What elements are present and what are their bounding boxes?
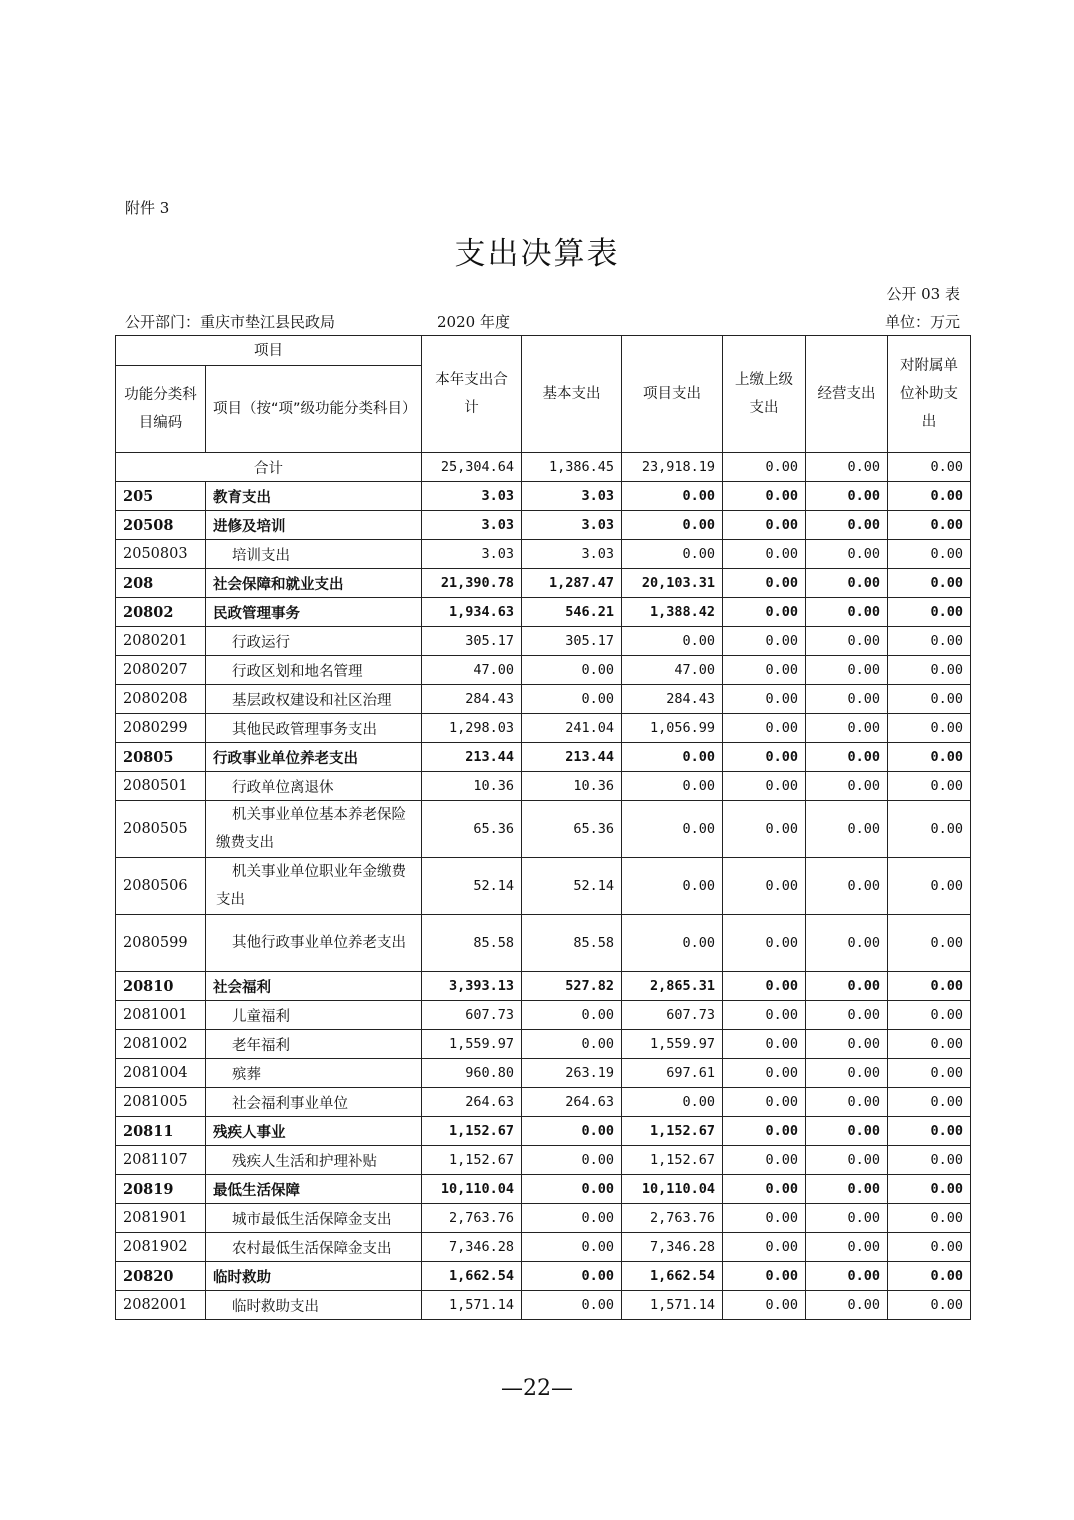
row-name: 临时救助支出 [206,1291,422,1320]
row-value: 0.00 [806,743,888,772]
header-upper: 上缴上级支出 [723,336,806,453]
row-code: 2080506 [116,858,206,915]
row-value: 0.00 [806,685,888,714]
row-code: 2080299 [116,714,206,743]
row-value: 0.00 [723,540,806,569]
row-value: 527.82 [522,972,622,1001]
row-value: 1,662.54 [622,1262,723,1291]
row-value: 0.00 [723,1175,806,1204]
row-code: 2080201 [116,627,206,656]
table-row [116,598,971,627]
row-value: 0.00 [522,1146,622,1175]
row-value: 0.00 [723,627,806,656]
table-row [116,1291,971,1320]
row-value: 3.03 [522,540,622,569]
row-value: 0.00 [723,714,806,743]
row-value: 0.00 [806,1030,888,1059]
fiscal-year: 2020 年度 [437,313,510,331]
row-value: 0.00 [806,656,888,685]
row-name: 最低生活保障 [206,1175,422,1204]
row-value: 0.00 [888,915,971,972]
row-name: 行政区划和地名管理 [206,656,422,685]
row-value: 2,763.76 [422,1204,522,1233]
row-value: 52.14 [422,858,522,915]
table-row [116,656,971,685]
row-value: 0.00 [806,569,888,598]
row-value: 0.00 [888,858,971,915]
row-code: 20805 [116,743,206,772]
row-value: 0.00 [522,1117,622,1146]
table-row [116,511,971,540]
row-name: 残疾人生活和护理补贴 [206,1146,422,1175]
row-value: 0.00 [723,1262,806,1291]
form-number: 公开 03 表 [886,285,960,303]
total-value: 25,304.64 [422,453,522,482]
row-value: 0.00 [622,772,723,801]
row-name: 社会保障和就业支出 [206,569,422,598]
row-value: 213.44 [522,743,622,772]
row-value: 1,559.97 [422,1030,522,1059]
row-value: 0.00 [806,1117,888,1146]
row-value: 10.36 [522,772,622,801]
row-value: 52.14 [522,858,622,915]
row-value: 3,393.13 [422,972,522,1001]
total-value: 23,918.19 [622,453,723,482]
row-value: 0.00 [723,801,806,858]
row-code: 2081002 [116,1030,206,1059]
total-value: 1,386.45 [522,453,622,482]
row-value: 0.00 [806,1175,888,1204]
row-value: 85.58 [522,915,622,972]
row-value: 0.00 [522,1233,622,1262]
row-value: 10.36 [422,772,522,801]
table-row [116,627,971,656]
row-value: 1,662.54 [422,1262,522,1291]
table-row [116,1175,971,1204]
page-number: —22— [501,1376,573,1401]
row-value: 0.00 [888,772,971,801]
row-value: 305.17 [522,627,622,656]
row-name: 基层政权建设和社区治理 [206,685,422,714]
row-value: 0.00 [888,801,971,858]
row-code: 2081901 [116,1204,206,1233]
row-value: 607.73 [622,1001,723,1030]
row-value: 0.00 [888,1030,971,1059]
table-row [116,714,971,743]
row-value: 0.00 [888,1146,971,1175]
row-value: 0.00 [888,569,971,598]
row-value: 607.73 [422,1001,522,1030]
row-value: 0.00 [888,511,971,540]
row-value: 0.00 [522,1204,622,1233]
header-subsidy: 对附属单位补助支出 [888,336,971,453]
row-value: 0.00 [723,482,806,511]
row-value: 0.00 [723,1233,806,1262]
row-value: 0.00 [888,540,971,569]
header-business: 经营支出 [806,336,888,453]
table-row [116,1117,971,1146]
row-value: 0.00 [806,540,888,569]
row-code: 20819 [116,1175,206,1204]
row-value: 0.00 [622,627,723,656]
row-code: 205 [116,482,206,511]
row-value: 0.00 [888,1059,971,1088]
row-value: 0.00 [888,656,971,685]
row-value: 0.00 [806,482,888,511]
table-row [116,772,971,801]
row-code: 20811 [116,1117,206,1146]
row-value: 65.36 [522,801,622,858]
row-value: 2,763.76 [622,1204,723,1233]
row-value: 0.00 [723,1204,806,1233]
row-value: 0.00 [522,1001,622,1030]
row-value: 284.43 [422,685,522,714]
row-value: 264.63 [422,1088,522,1117]
row-value: 0.00 [806,801,888,858]
row-value: 1,934.63 [422,598,522,627]
table-row [116,1030,971,1059]
row-value: 1,152.67 [422,1146,522,1175]
header-code: 功能分类科目编码 [116,366,206,453]
row-value: 0.00 [723,598,806,627]
row-value: 0.00 [522,1262,622,1291]
row-value: 0.00 [723,1030,806,1059]
row-value: 0.00 [806,627,888,656]
row-value: 1,571.14 [422,1291,522,1320]
attachment-label: 附件 3 [125,199,170,217]
row-value: 546.21 [522,598,622,627]
row-value: 0.00 [723,1291,806,1320]
row-value: 0.00 [888,1262,971,1291]
row-code: 20820 [116,1262,206,1291]
row-value: 0.00 [888,1175,971,1204]
table-row [116,569,971,598]
row-code: 2050803 [116,540,206,569]
department-label: 公开部门：重庆市垫江县民政局 [125,313,336,331]
total-value: 0.00 [888,453,971,482]
row-code: 2080207 [116,656,206,685]
row-value: 0.00 [806,972,888,1001]
row-value: 3.03 [522,482,622,511]
row-value: 0.00 [723,511,806,540]
row-code: 2081004 [116,1059,206,1088]
row-name: 其他民政管理事务支出 [206,714,422,743]
row-code: 2082001 [116,1291,206,1320]
row-name: 临时救助 [206,1262,422,1291]
row-value: 0.00 [806,511,888,540]
row-value: 241.04 [522,714,622,743]
row-value: 10,110.04 [422,1175,522,1204]
row-value: 0.00 [888,714,971,743]
row-value: 1,152.67 [622,1117,723,1146]
row-value: 7,346.28 [622,1233,723,1262]
report-meta [125,311,960,331]
row-name: 机关事业单位基本养老保险缴费支出 [206,801,422,858]
table-row [116,540,971,569]
row-name: 行政事业单位养老支出 [206,743,422,772]
row-name: 教育支出 [206,482,422,511]
row-value: 0.00 [806,1204,888,1233]
row-name: 城市最低生活保障金支出 [206,1204,422,1233]
row-value: 0.00 [622,858,723,915]
row-value: 0.00 [723,972,806,1001]
row-value: 1,298.03 [422,714,522,743]
row-value: 1,152.67 [422,1117,522,1146]
row-value: 0.00 [806,1291,888,1320]
row-name: 民政管理事务 [206,598,422,627]
row-value: 0.00 [522,1030,622,1059]
row-value: 0.00 [888,1233,971,1262]
header-project: 项目 [116,336,422,366]
row-name: 社会福利 [206,972,422,1001]
header-total: 本年支出合计 [422,336,522,453]
row-code: 2081107 [116,1146,206,1175]
row-name: 培训支出 [206,540,422,569]
table-row [116,801,971,858]
row-code: 20508 [116,511,206,540]
row-name: 残疾人事业 [206,1117,422,1146]
row-value: 0.00 [888,1204,971,1233]
row-value: 0.00 [888,685,971,714]
row-value: 0.00 [622,743,723,772]
row-value: 0.00 [806,1262,888,1291]
row-value: 0.00 [723,1088,806,1117]
row-value: 1,571.14 [622,1291,723,1320]
row-value: 213.44 [422,743,522,772]
row-value: 0.00 [723,915,806,972]
total-value: 0.00 [806,453,888,482]
row-name: 行政运行 [206,627,422,656]
row-name: 进修及培训 [206,511,422,540]
row-value: 1,152.67 [622,1146,723,1175]
table-row [116,1001,971,1030]
row-value: 284.43 [622,685,723,714]
table-row [116,1146,971,1175]
row-value: 960.80 [422,1059,522,1088]
row-code: 20810 [116,972,206,1001]
row-code: 2080208 [116,685,206,714]
expenditure-table [115,335,971,1320]
row-value: 65.36 [422,801,522,858]
table-row [116,1233,971,1262]
total-row [116,453,971,482]
row-value: 0.00 [806,772,888,801]
row-value: 0.00 [806,1059,888,1088]
row-value: 0.00 [622,511,723,540]
row-value: 0.00 [522,656,622,685]
row-value: 0.00 [622,1088,723,1117]
table-row [116,972,971,1001]
table-body [116,453,971,1320]
row-value: 85.58 [422,915,522,972]
row-value: 305.17 [422,627,522,656]
row-value: 20,103.31 [622,569,723,598]
row-code: 2081902 [116,1233,206,1262]
row-value: 0.00 [723,656,806,685]
row-value: 1,056.99 [622,714,723,743]
total-label: 合计 [116,453,422,482]
row-code: 2080501 [116,772,206,801]
row-value: 1,388.42 [622,598,723,627]
table-row [116,1262,971,1291]
row-value: 2,865.31 [622,972,723,1001]
row-value: 0.00 [622,915,723,972]
row-value: 0.00 [723,1117,806,1146]
row-value: 0.00 [888,972,971,1001]
row-value: 0.00 [723,685,806,714]
row-value: 10,110.04 [622,1175,723,1204]
row-value: 3.03 [522,511,622,540]
row-value: 0.00 [806,714,888,743]
row-value: 0.00 [723,1001,806,1030]
row-name: 农村最低生活保障金支出 [206,1233,422,1262]
row-value: 0.00 [522,1175,622,1204]
row-name: 行政单位离退休 [206,772,422,801]
row-value: 0.00 [723,569,806,598]
row-value: 0.00 [622,801,723,858]
row-value: 0.00 [622,482,723,511]
row-value: 0.00 [522,1291,622,1320]
row-name: 老年福利 [206,1030,422,1059]
row-value: 0.00 [888,598,971,627]
row-value: 0.00 [888,1001,971,1030]
table-row [116,1059,971,1088]
table-row [116,1088,971,1117]
row-value: 3.03 [422,482,522,511]
row-code: 2080505 [116,801,206,858]
table-row [116,482,971,511]
unit-label: 单位：万元 [884,313,960,331]
row-name: 殡葬 [206,1059,422,1088]
header-project-expense: 项目支出 [622,336,723,453]
row-code: 2081001 [116,1001,206,1030]
row-value: 0.00 [806,598,888,627]
row-value: 3.03 [422,540,522,569]
row-value: 0.00 [888,1291,971,1320]
row-value: 697.61 [622,1059,723,1088]
row-value: 0.00 [806,1233,888,1262]
row-value: 264.63 [522,1088,622,1117]
row-value: 0.00 [888,482,971,511]
row-name: 社会福利事业单位 [206,1088,422,1117]
row-value: 0.00 [723,858,806,915]
row-value: 0.00 [723,1059,806,1088]
row-name: 其他行政事业单位养老支出 [206,915,422,972]
row-code: 20802 [116,598,206,627]
row-value: 47.00 [622,656,723,685]
row-value: 0.00 [888,743,971,772]
header-basic: 基本支出 [522,336,622,453]
row-code: 2080599 [116,915,206,972]
row-value: 21,390.78 [422,569,522,598]
row-value: 0.00 [723,772,806,801]
row-value: 263.19 [522,1059,622,1088]
row-value: 0.00 [723,1146,806,1175]
row-value: 0.00 [806,858,888,915]
table-row [116,1204,971,1233]
row-name: 儿童福利 [206,1001,422,1030]
row-value: 0.00 [888,1088,971,1117]
row-value: 0.00 [888,1117,971,1146]
row-name: 机关事业单位职业年金缴费支出 [206,858,422,915]
row-value: 0.00 [888,627,971,656]
table-row [116,743,971,772]
row-value: 0.00 [522,685,622,714]
page-title: 支出决算表 [454,236,620,272]
row-value: 0.00 [806,915,888,972]
table-row [116,685,971,714]
row-value: 7,346.28 [422,1233,522,1262]
row-value: 47.00 [422,656,522,685]
row-value: 0.00 [723,743,806,772]
row-value: 0.00 [622,540,723,569]
row-value: 0.00 [806,1088,888,1117]
row-code: 208 [116,569,206,598]
table-row [116,858,971,915]
header-name: 项目（按“项”级功能分类科目） [206,366,422,453]
total-value: 0.00 [723,453,806,482]
row-value: 3.03 [422,511,522,540]
row-value: 1,559.97 [622,1030,723,1059]
table-row [116,915,971,972]
row-code: 2081005 [116,1088,206,1117]
row-value: 0.00 [806,1001,888,1030]
row-value: 1,287.47 [522,569,622,598]
row-value: 0.00 [806,1146,888,1175]
